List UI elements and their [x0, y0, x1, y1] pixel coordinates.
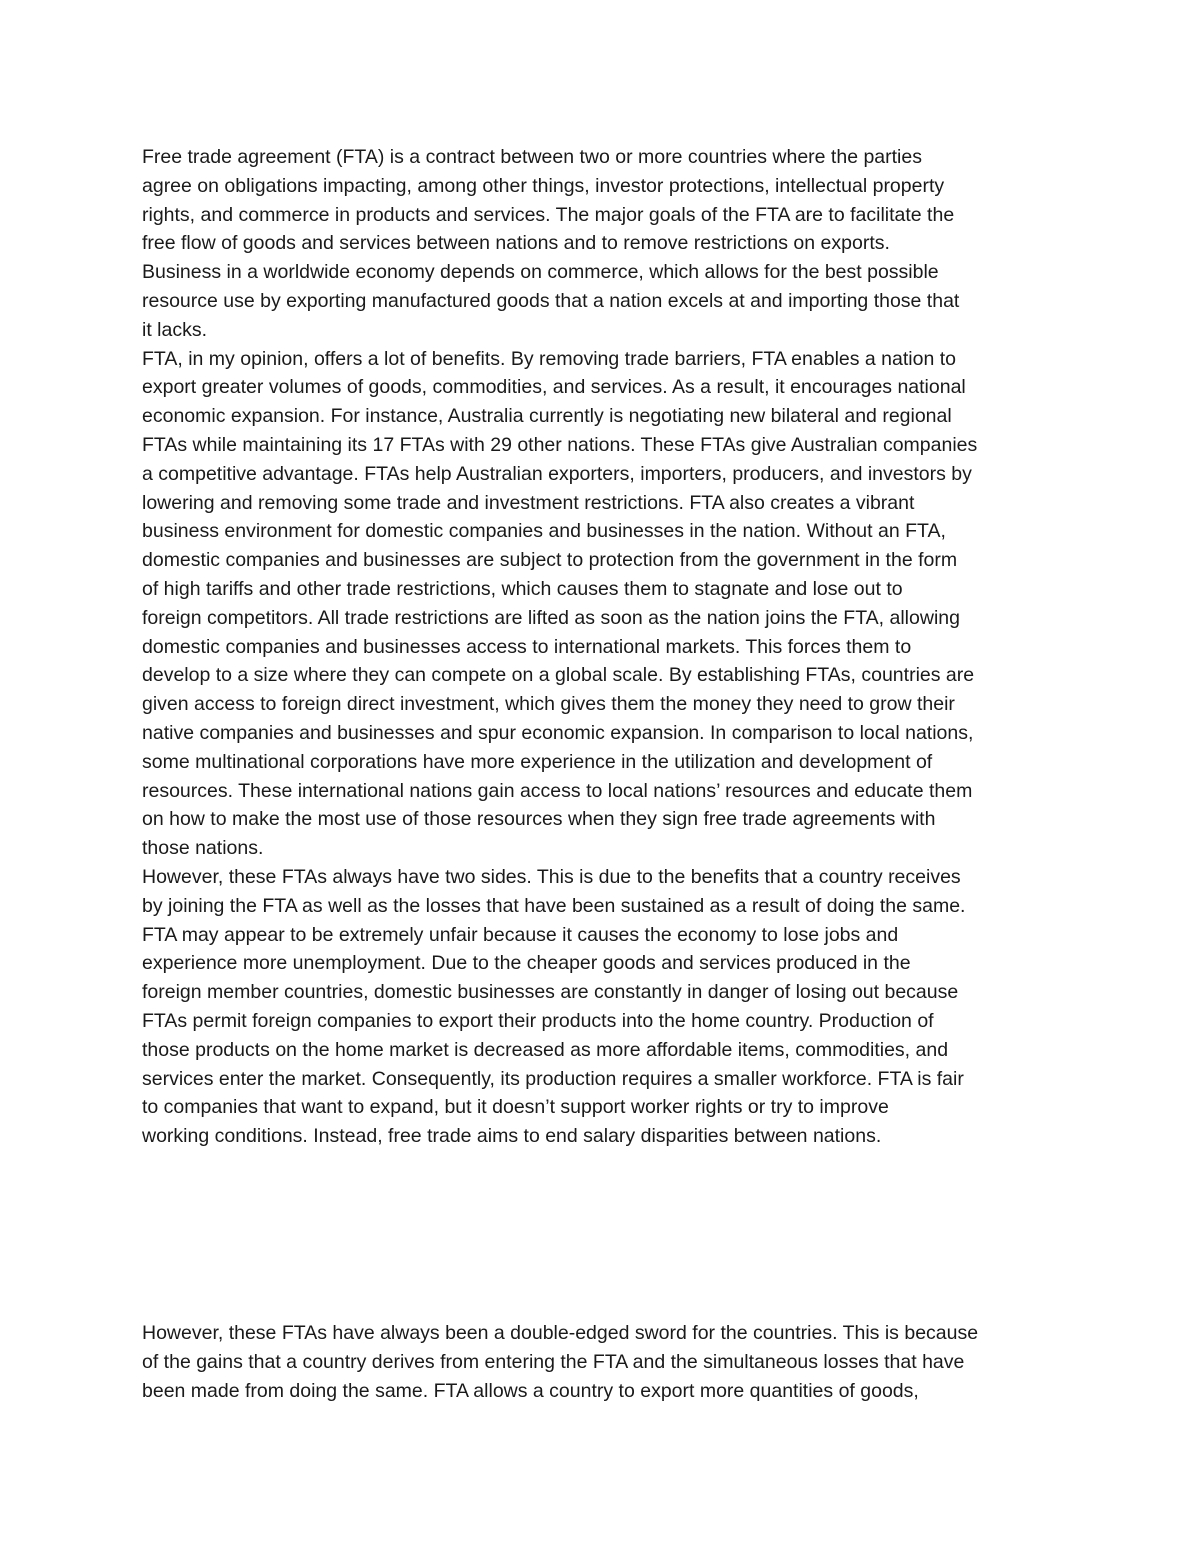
text-line: resources. These international nations gain access to local nations’ resources and educate them	[142, 779, 973, 802]
text-line: services enter the market. Consequently, its production requires a smaller workforce. FTA is fair	[142, 1067, 964, 1090]
text-line: However, these FTAs always have two sides. This is due to the benefits that a country receives	[142, 865, 961, 888]
text-line: foreign member countries, domestic businesses are constantly in danger of losing out because	[142, 981, 959, 1004]
text-line: by joining the FTA as well as the losses that have been sustained as a result of doing the same.	[142, 894, 966, 917]
text-line: resource use by exporting manufactured goods that a nation excels at and importing those that	[142, 289, 960, 312]
text-line: given access to foreign direct investment, which gives them the money they need to grow their	[142, 693, 955, 716]
text-line: economic expansion. For instance, Australia currently is negotiating new bilateral and regional	[142, 405, 952, 428]
text-line: Business in a worldwide economy depends on commerce, which allows for the best possible	[142, 261, 939, 284]
text-line: Free trade agreement (FTA) is a contract between two or more countries where the parties	[142, 146, 922, 168]
text-line: some multinational corporations have more experience in the utilization and development of	[142, 750, 933, 773]
body-text-block-2	[142, 1319, 1082, 1405]
text-line: of high tariffs and other trade restrictions, which causes them to stagnate and lose out to	[142, 577, 903, 600]
text-line: develop to a size where they can compete on a global scale. By establishing FTAs, countries are	[142, 664, 975, 687]
text-line: working conditions. Instead, free trade aims to end salary disparities between nations.	[142, 1125, 882, 1148]
text-line: those products on the home market is decreased as more affordable items, commodities, and	[142, 1038, 949, 1061]
text-line: FTA may appear to be extremely unfair because it causes the economy to lose jobs and	[142, 923, 899, 946]
text-line: those nations.	[142, 837, 264, 860]
text-line: a competitive advantage. FTAs help Australian exporters, importers, producers, and investors by	[142, 462, 972, 485]
text-line: lowering and removing some trade and investment restrictions. FTA also creates a vibrant	[142, 491, 915, 514]
text-line: domestic companies and businesses access to international markets. This forces them to	[142, 635, 912, 658]
body-text-block-1	[142, 143, 1082, 1151]
text-line: FTA, in my opinion, offers a lot of benefits. By removing trade barriers, FTA enables a nation to	[142, 347, 956, 370]
text-line: of the gains that a country derives from entering the FTA and the simultaneous losses that have	[142, 1350, 965, 1373]
text-line: However, these FTAs have always been a double-edged sword for the countries. This is because	[142, 1322, 979, 1344]
text-line: been made from doing the same. FTA allows a country to export more quantities of goods,	[142, 1379, 919, 1402]
text-line: native companies and businesses and spur economic expansion. In comparison to local nations,	[142, 721, 974, 744]
text-line: business environment for domestic companies and businesses in the nation. Without an FTA,	[142, 520, 946, 543]
text-line: FTAs while maintaining its 17 FTAs with 29 other nations. These FTAs give Australian companies	[142, 433, 978, 456]
text-line: to companies that want to expand, but it doesn’t support worker rights or try to improve	[142, 1096, 889, 1119]
text-line: experience more unemployment. Due to the cheaper goods and services produced in the	[142, 952, 911, 975]
text-line: domestic companies and businesses are subject to protection from the government in the form	[142, 549, 958, 572]
text-line: it lacks.	[142, 318, 208, 341]
text-line: foreign competitors. All trade restrictions are lifted as soon as the nation joins the FTA, allowing	[142, 606, 960, 629]
text-line: rights, and commerce in products and services. The major goals of the FTA are to facilitate the	[142, 203, 955, 226]
text-line: free flow of goods and services between nations and to remove restrictions on exports.	[142, 232, 890, 255]
text-line: agree on obligations impacting, among other things, investor protections, intellectual property	[142, 174, 945, 197]
text-line: on how to make the most use of those resources when they sign free trade agreements with	[142, 808, 936, 831]
text-line: FTAs permit foreign companies to export their products into the home country. Production of	[142, 1009, 934, 1032]
text-line: export greater volumes of goods, commodities, and services. As a result, it encourages national	[142, 376, 966, 399]
